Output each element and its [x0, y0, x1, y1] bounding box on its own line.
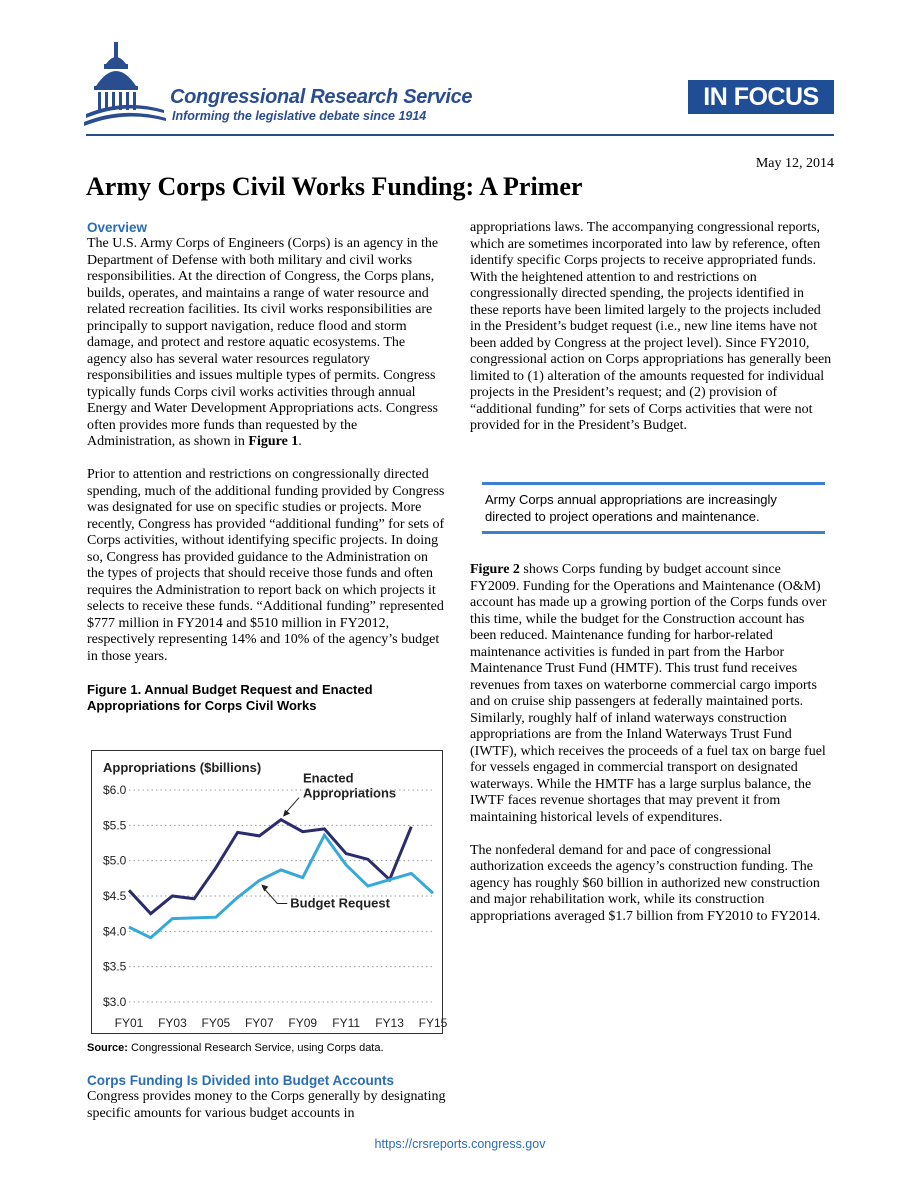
right-column-lower — [470, 562, 832, 925]
right-paragraph-2 — [470, 562, 832, 826]
y-tick-label: $6.0 — [103, 783, 127, 797]
budget-accounts-paragraph: Congress provides money to the Corps generally by designating specific amounts for various budget accounts in — [87, 1089, 446, 1121]
x-tick-label: FY09 — [288, 1016, 318, 1030]
y-tick-label: $3.0 — [103, 995, 127, 1009]
figure-1-caption: Figure 1. Annual Budget Request and Enacted Appropriations for Corps Civil Works — [87, 681, 373, 713]
right-paragraph-1: appropriations laws. The accompanying congressional reports, which are sometimes incorporated into law by reference, often identify specific Corps projects to receive appropriated funds. With the heightened attention to and restrictions on congressionally directed spending, the projects identified in these reports have been limited largely to the projects included in the President’s budget request (i.e., new line items have not been added by Congress at the project level). Since FY2010, congressional action on Corps appropriations has generally been limited to (1) alteration of the amounts requested for individual projects in the President’s request; and (2) provision of “additional funding” for sets of Corps activities that were not provided for in the President’s Budget. — [470, 220, 832, 433]
figure-2-reference: Figure 2 — [470, 562, 520, 577]
overview-paragraph-2: Prior to attention and restrictions on congressionally directed spending, much of the additional funding provided by Congress was designated for use on specific studies or projects. More recently, Congress has provided “additional funding” for sets of Corps activities, without identifying specific projects. In doing so, Congress has provided guidance to the Administration on the types of projects that should receive those funds and often requires the Administration to report back on which projects it selects to receive these funds. “Additional funding” represented $777 million in FY2014 and $510 million in FY2012, respectively representing 14% and 10% of the agency’s budget in those years. — [87, 467, 445, 664]
right-paragraph-3: The nonfederal demand for and pace of congressional authorization exceeds the agency’s construction funding. The agency has roughly $60 billion in authorized new construction and major rehabilitation work, while its construction appropriations averaged $1.7 billion from FY2010 to FY2014. — [470, 842, 821, 924]
publication-date: May 12, 2014 — [755, 156, 834, 171]
y-tick-label: $5.0 — [103, 853, 127, 868]
overview-paragraph-1 — [87, 236, 447, 451]
y-tick-label: $4.0 — [103, 924, 127, 939]
header-rule — [86, 134, 834, 136]
budget-accounts-section — [87, 1073, 449, 1122]
right-column — [470, 220, 832, 435]
org-tagline: Informing the legislative debate since 1914 — [172, 109, 427, 123]
in-focus-badge: IN FOCUS — [688, 80, 834, 114]
overview-p1-text: The U.S. Army Corps of Engineers (Corps) is an agency in the Department of Defense with both military and civil works responsibilities. At the direction of Congress, the Corps plans, builds, operates, and maintains a range of water resource and related recreation facilities. Its civil works responsibilities are principally to support navigation, reduce flood and storm damage, and protect and restore aquatic ecosystems. The agency also has several water resources regulatory responsibilities and issues multiple types of permits. Congress typically funds Corps civil works activities through annual Energy and Water Development Appropriations acts. Congress often provides more funds than requested by the Administration, as shown in — [87, 236, 439, 449]
org-name: Congressional Research Service — [170, 86, 473, 108]
x-tick-label: FY05 — [201, 1016, 231, 1030]
y-tick-label: $4.5 — [103, 889, 127, 903]
request-label: Budget Request — [290, 895, 390, 911]
enacted-label-line-1: Enacted — [303, 770, 354, 786]
x-tick-label: FY15 — [418, 1016, 448, 1030]
left-column — [87, 220, 447, 714]
x-tick-label: FY03 — [158, 1016, 187, 1030]
x-tick-label: FY07 — [244, 1016, 274, 1030]
source-text: Congressional Research Service, using Corps data. — [127, 1042, 384, 1054]
x-tick-label: FY11 — [332, 1016, 361, 1030]
figure-1-reference: Figure 1 — [248, 434, 299, 449]
overview-heading: Overview — [87, 220, 148, 235]
footer-url[interactable]: https://crsreports.congress.gov — [374, 1137, 546, 1151]
right-p2-text: shows Corps funding by budget account since FY2009. Funding for the Operations and Maintenance (O&M) account has made up a growing portion of the Corps funds over this time, while the budget for the Construction account has been reduced. Maintenance funding for harbor-related maintenance activities is funded in part from the Harbor Maintenance Trust Fund (HMTF). This trust fund receives revenues from taxes on waterborne commercial cargo imports and on cruise ship passengers at federally maintained ports. Similarly, roughly half of inland waterways construction appropriations are from the Inland Waterways Trust Fund (IWTF), which receives the proceeds of a fuel tax on barge fuel for vessels engaged in commercial transport on designated waterways. While the HMTF has a large surplus balance, the IWTF faces revenue shortages that may prevent it from maintaining historical levels of expenditures. — [470, 562, 827, 825]
y-tick-label: $5.5 — [103, 818, 127, 833]
y-tick-label: $3.5 — [103, 959, 127, 974]
x-tick-label: FY13 — [375, 1016, 404, 1030]
figure-1-source — [87, 1042, 384, 1054]
callout-box: Army Corps annual appropriations are increasingly directed to project operations and maintenance. — [482, 482, 825, 534]
figure-1-chart — [91, 750, 448, 1034]
overview-p1-end: . — [298, 434, 302, 449]
x-tick-label: FY01 — [114, 1016, 144, 1030]
budget-accounts-heading: Corps Funding Is Divided into Budget Accounts — [87, 1073, 394, 1088]
chart-title: Appropriations ($billions) — [103, 760, 262, 775]
source-label: Source: — [87, 1042, 128, 1054]
page-title: Army Corps Civil Works Funding: A Primer — [86, 172, 583, 201]
enacted-label-line-2: Appropriations — [303, 785, 397, 801]
